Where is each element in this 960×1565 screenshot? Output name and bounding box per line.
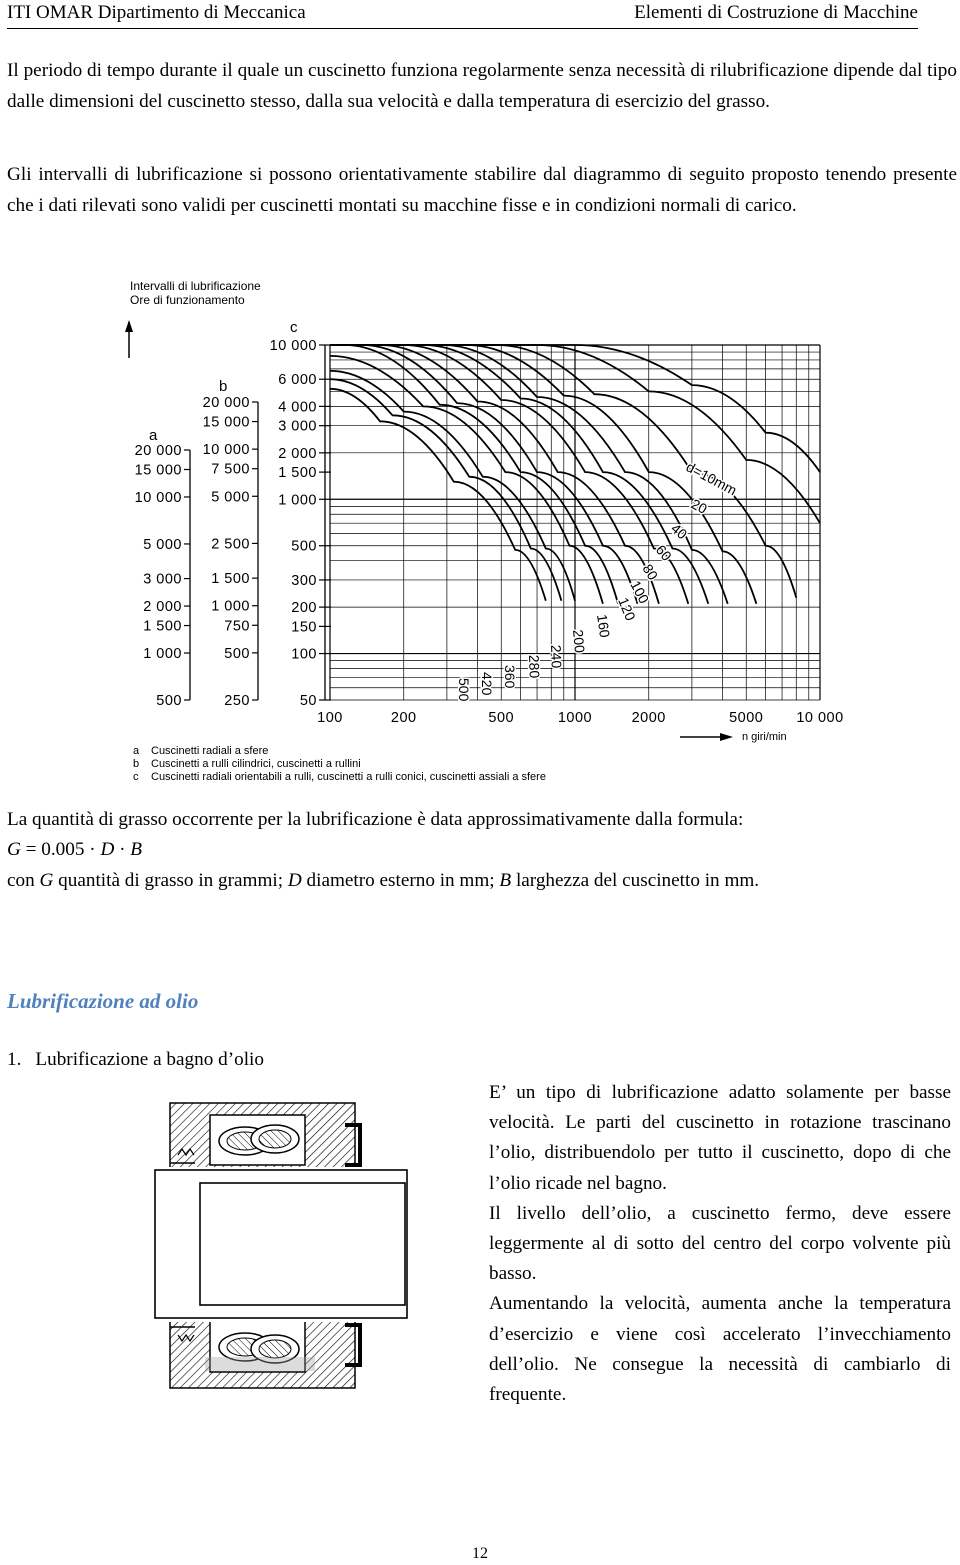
formula-G: G xyxy=(7,839,21,860)
y-tick-label-a: 10 000 xyxy=(134,489,182,506)
y-tick-label-a: 500 xyxy=(156,693,182,709)
formula-legend-D: D xyxy=(287,870,302,891)
legend-key: c xyxy=(133,771,139,783)
y-tick-label-c: 10 000 xyxy=(269,338,317,354)
curve-d-160 xyxy=(330,345,662,607)
chart-title: Intervalli di lubrificazione xyxy=(130,279,261,293)
curve-label: 120 xyxy=(615,595,639,623)
page-number: 12 xyxy=(472,1545,488,1562)
curve-label: 160 xyxy=(594,613,614,639)
header-left: ITI OMAR Dipartimento di Meccanica xyxy=(7,2,306,23)
y-tick-label-c: 2 000 xyxy=(278,445,317,462)
page-header xyxy=(7,0,918,26)
x-tick-label: 200 xyxy=(390,710,417,726)
intro-paragraph-2: Gli intervalli di lubrificazione si possono orientativamente stabilire dal diagrammo di seguito proposto tenendo presente che i dati rilevati sono validi per cuscinetti montati su macchine fisse e in condizioni normali di carico. xyxy=(7,164,957,216)
curve-label: 40 xyxy=(668,520,691,543)
lubrication-interval-chart xyxy=(115,270,845,795)
curve-label: 240 xyxy=(548,644,565,669)
y-tick-label-c: 300 xyxy=(291,572,317,589)
formula-intro: La quantità di grasso occorrente per la lubrificazione è data approssimativamente dalla formula: xyxy=(7,809,744,830)
curve-label: 420 xyxy=(479,672,495,696)
x-tick-label: 10 000 xyxy=(796,710,844,726)
y-tick-label-a: 1 000 xyxy=(143,646,182,663)
x-tick-label: 100 xyxy=(317,710,343,726)
formula-legend-B: B xyxy=(499,870,512,891)
list-item-title: Lubrificazione a bagno d’olio xyxy=(35,1049,264,1070)
y-tick-label-b: 2 500 xyxy=(211,536,250,553)
bearing-drawing-svg xyxy=(150,1095,410,1395)
y-tick-label-c: 6 000 xyxy=(278,372,317,389)
curve-d-420 xyxy=(330,379,561,601)
formula-legend-part: larghezza del cuscinetto in mm. xyxy=(511,870,760,891)
y-tick-label-b: 7 500 xyxy=(211,461,250,478)
curve-label: 20 xyxy=(688,495,710,517)
chart-subtitle: Ore di funzionamento xyxy=(130,293,245,307)
legend-text: Cuscinetti a rulli cilindrici, cuscinetti a rullini xyxy=(151,758,361,770)
description-paragraph-3: Aumentando la velocità, aumenta anche la temperatura d’esercizio e viene così accelerato l’invecchiamento dell’olio. Ne consegue la necessità di cambiarlo di frequente. xyxy=(489,1293,951,1406)
curve-d-200 xyxy=(330,345,638,604)
formula-legend-G: G xyxy=(39,870,54,891)
y-tick-label-c: 1 500 xyxy=(278,465,317,482)
y-tick-label-c: 3 000 xyxy=(278,418,317,435)
y-tick-label-a: 2 000 xyxy=(143,599,182,616)
y-tick-label-a: 20 000 xyxy=(134,443,182,459)
description-paragraph-1: E’ un tipo di lubrificazione adatto solamente per basse velocità. Le parti del cuscinetto in rotazione trascinano l’olio, distribuendolo per tutto il cuscinetto, dopo di che l’olio ricade nel bagno. xyxy=(489,1082,951,1194)
y-tick-label-b: 500 xyxy=(224,645,250,662)
y-tick-label-c: 200 xyxy=(291,600,317,617)
curve-label: d=10mm xyxy=(683,458,740,499)
oil-bath-description xyxy=(489,1078,951,1410)
formula-dot: · xyxy=(114,839,131,860)
curve-label: 360 xyxy=(502,665,518,689)
x-tick-label: 500 xyxy=(488,710,515,726)
y-tick-label-b: 15 000 xyxy=(202,414,250,431)
y-tick-label-b: 20 000 xyxy=(202,395,250,411)
x-axis-label: n giri/min xyxy=(742,731,787,743)
formula-eq: = 0.005 · xyxy=(20,839,101,860)
oil-bath-bearing-drawing xyxy=(150,1095,410,1395)
formula-D: D xyxy=(100,839,115,860)
list-item-oil-bath xyxy=(7,1049,264,1071)
y-tick-label-c: 500 xyxy=(291,538,317,555)
x-tick-label: 2000 xyxy=(631,710,666,726)
chart-svg xyxy=(115,270,845,795)
curve-d-80 xyxy=(330,345,728,607)
curve-label: 280 xyxy=(526,654,543,679)
x-tick-label: 1000 xyxy=(557,710,593,726)
intro-paragraph-1: Il periodo di tempo durante il quale un cuscinetto funziona regolarmente senza necessità di rilubrificazione dipende dal tipo dalle dimensioni del cuscinetto stesso, dalla sua velocità e dalla temperatura di esercizio del grasso. xyxy=(7,60,957,112)
formula-legend-part: con xyxy=(7,870,40,891)
header-divider xyxy=(7,28,918,29)
y-tick-label-c: 4 000 xyxy=(278,399,317,416)
curve-label: 200 xyxy=(570,628,588,654)
section-title: Lubrificazione ad olio xyxy=(7,989,199,1013)
y-tick-label-c: 50 xyxy=(299,693,317,709)
curve-label: 60 xyxy=(652,541,675,564)
y-tick-label-b: 250 xyxy=(224,693,250,709)
y-tick-label-a: 15 000 xyxy=(134,462,182,479)
formula xyxy=(7,839,142,861)
y-tick-label-c: 100 xyxy=(291,646,317,663)
list-item-number: 1. xyxy=(7,1049,22,1070)
y-tick-label-b: 1 000 xyxy=(211,598,250,615)
y-tick-label-a: 5 000 xyxy=(143,536,182,553)
y-tick-label-b: 1 500 xyxy=(211,571,250,588)
y-tick-label-c: 1 000 xyxy=(278,492,317,509)
curve-label: 80 xyxy=(639,561,662,583)
axis-b-label: b xyxy=(219,378,228,395)
y-tick-label-c: 150 xyxy=(291,619,317,636)
formula-legend-part: diametro esterno in mm; xyxy=(301,870,500,891)
y-tick-label-b: 5 000 xyxy=(211,489,250,506)
legend-text: Cuscinetti radiali orientabili a rulli, cuscinetti a rulli conici, cuscinetti assiali a sfere xyxy=(151,771,546,783)
axis-a-label: a xyxy=(149,427,158,444)
legend-text: Cuscinetti radiali a sfere xyxy=(151,745,269,757)
curve-label: 500 xyxy=(456,678,472,702)
header-right: Elementi di Costruzione di Macchine xyxy=(634,2,918,23)
x-tick-label: 5000 xyxy=(729,710,764,726)
y-tick-label-b: 10 000 xyxy=(202,442,250,459)
axis-c-label: c xyxy=(290,319,298,336)
y-tick-label-a: 1 500 xyxy=(143,618,182,635)
y-tick-label-a: 3 000 xyxy=(143,571,182,588)
formula-legend-part: quantità di grasso in grammi; xyxy=(53,870,288,891)
curve-d-40 xyxy=(330,345,796,598)
legend-key: a xyxy=(133,745,140,757)
rpm-arrow-icon xyxy=(680,733,733,741)
up-arrow-icon xyxy=(125,320,133,358)
legend-key: b xyxy=(133,758,140,770)
formula-legend xyxy=(7,870,759,892)
formula-B: B xyxy=(130,839,143,860)
curve-label: 100 xyxy=(627,577,653,607)
y-tick-label-b: 750 xyxy=(224,618,250,635)
description-paragraph-2: Il livello dell’olio, a cuscinetto fermo, deve essere leggermente al di sotto del centro del corpo volvente più basso. xyxy=(489,1202,951,1285)
